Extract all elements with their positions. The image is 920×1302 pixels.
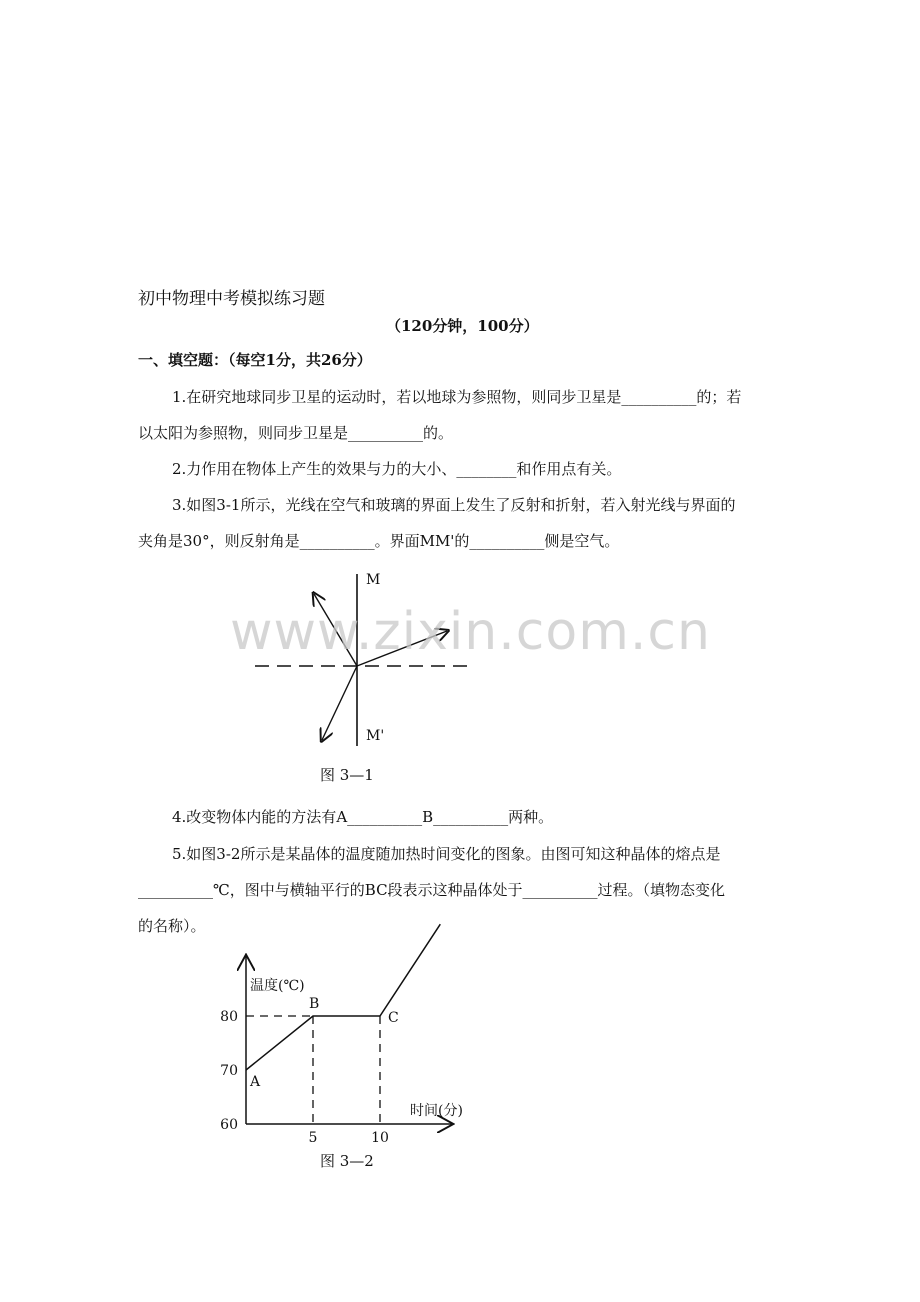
y-axis-label: 温度(℃) [250,978,305,994]
y-tick-label-80: 80 [220,1009,238,1025]
figure-3-2-caption: 图 3—2 [320,1152,374,1170]
q5-line1: 5.如图3-2所示是某晶体的温度随加热时间变化的图象。由图可知这种晶体的熔点是 [172,845,721,863]
q1-line1: 1.在研究地球同步卫星的运动时，若以地球为参照物，则同步卫星是__________的；若 [172,388,742,406]
y-tick-label-70: 70 [220,1063,238,1079]
section-heading: 一、填空题：（每空1分，共26分） [138,351,372,369]
page-title: 初中物理中考模拟练习题 [138,289,325,309]
point-label-B: B [309,996,320,1012]
page-subtitle: （120分钟，100分） [386,317,539,335]
label-m-prime: M' [366,728,385,744]
figure-3-1-caption: 图 3—1 [320,766,374,784]
q3-line2: 夹角是30°，则反射角是__________。界面MM'的__________侧是空气。 [138,532,620,550]
q2-line1: 2.力作用在物体上产生的效果与力的大小、________和作用点有关。 [172,460,622,478]
x-tick-label-10: 10 [371,1130,389,1146]
point-label-C: C [388,1010,399,1026]
q1-line2: 以太阳为参照物，则同步卫星是__________的。 [138,424,454,442]
q3-line1: 3.如图3-1所示，光线在空气和玻璃的界面上发生了反射和折射，若入射光线与界面的 [172,496,736,514]
q5-line2: __________℃，图中与横轴平行的BC段表示这种晶体处于__________过程。（填物态变化 [138,881,726,899]
q5-line3: 的名称）。 [138,917,206,935]
x-tick-label-5: 5 [308,1130,318,1146]
temperature-curve [246,924,440,1070]
point-label-A: A [250,1074,261,1090]
label-m: M [366,572,381,588]
y-tick-label-60: 60 [220,1117,238,1133]
watermark: www.zixin.com.cn [230,602,711,662]
x-axis-label: 时间(分) [410,1103,463,1119]
q4-line1: 4.改变物体内能的方法有A__________B__________两种。 [172,808,554,826]
